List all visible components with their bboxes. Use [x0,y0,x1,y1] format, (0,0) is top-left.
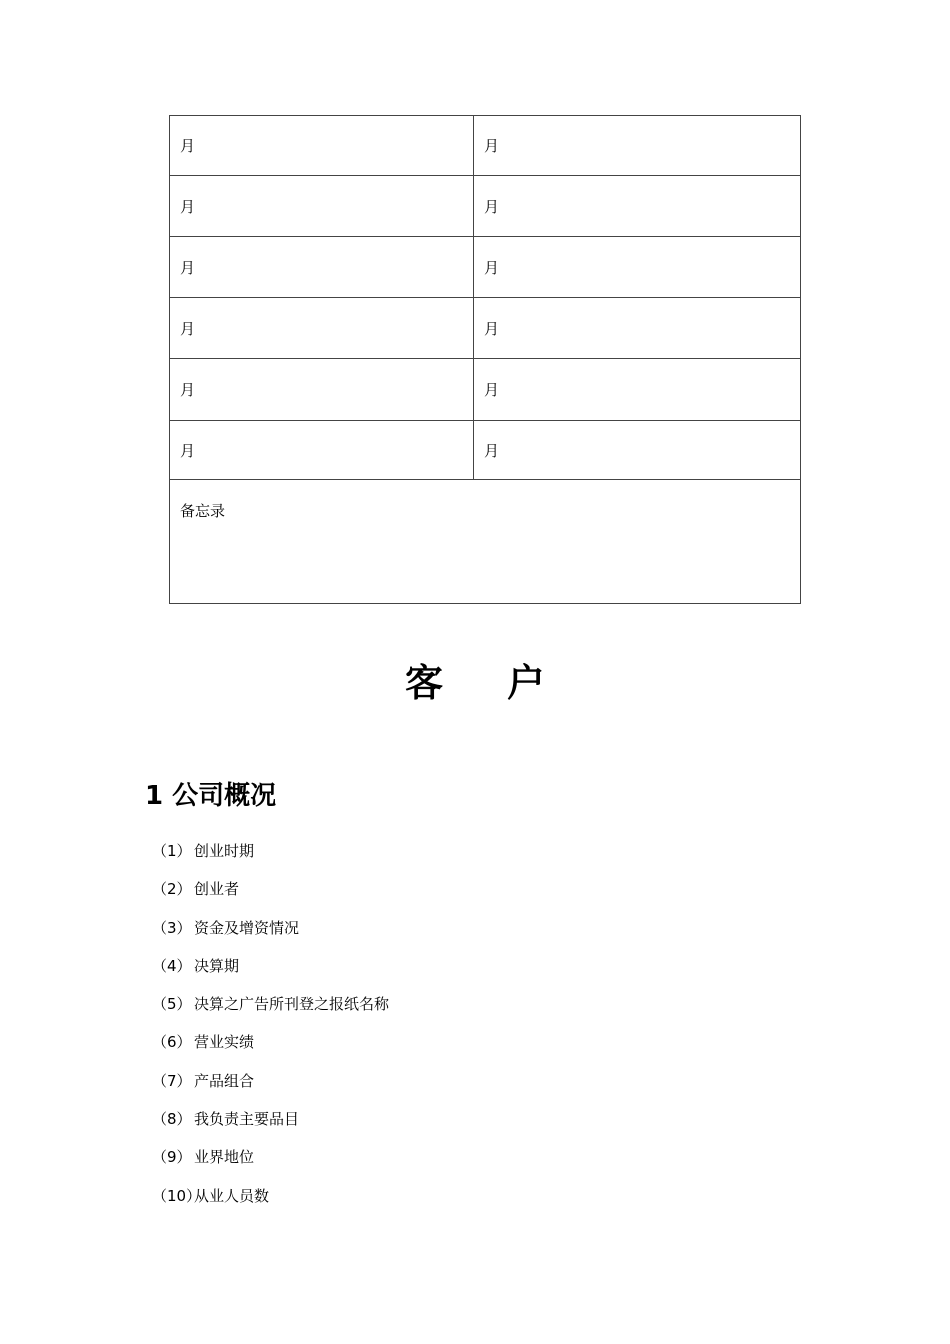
memo-row [170,480,801,604]
item-number: （6） [152,1033,192,1052]
title-char-1: 客 [404,661,443,705]
month-cell: 月 [474,298,801,359]
table-row [170,176,801,237]
list-item [152,955,389,993]
table-row [170,237,801,298]
item-number: （3） [152,918,192,937]
item-number: （1） [152,842,192,860]
item-text: 业界地位 [194,1148,255,1167]
item-number: （8） [152,1110,192,1129]
month-cell: 月 [474,359,801,421]
list-item [152,840,389,878]
item-text: 创业者 [194,880,240,899]
section-heading: 1 公司概况 [145,781,277,811]
item-number: （9） [152,1148,192,1167]
item-text: 决算之广告所刊登之报纸名称 [194,995,390,1014]
list-item [152,993,389,1031]
company-overview-list [152,840,389,1223]
table-row [170,359,801,421]
item-text: 产品组合 [194,1071,255,1090]
list-item [152,917,389,955]
month-cell: 月 [474,176,801,237]
list-item [152,1031,389,1069]
item-text: 我负责主要品目 [194,1110,300,1129]
month-cell: 月 [170,237,474,298]
item-number: （10） [152,1186,202,1205]
item-number: （4） [152,956,192,975]
month-cell: 月 [474,237,801,298]
month-cell: 月 [170,421,474,480]
month-cell: 月 [170,298,474,359]
month-cell: 月 [170,359,474,421]
item-number: （7） [152,1071,192,1090]
month-cell: 月 [474,421,801,480]
item-number: （2） [152,880,192,899]
item-text: 决算期 [194,956,240,975]
table-row [170,298,801,359]
list-item [152,1146,389,1184]
item-text: 创业时期 [194,842,255,860]
item-text: 营业实绩 [194,1033,255,1052]
item-number: （5） [152,995,192,1014]
list-item [152,1108,389,1146]
table-row [170,421,801,480]
list-item [152,1070,389,1108]
page-title [0,652,950,707]
title-char-2: 户 [507,661,546,705]
month-cell: 月 [474,116,801,176]
month-cell: 月 [170,176,474,237]
list-item [152,1185,389,1223]
table-row [170,116,801,176]
item-text: 资金及增资情况 [194,918,300,937]
item-text: 从业人员数 [194,1186,270,1205]
memo-cell: 备忘录 [170,480,801,604]
month-table [169,115,801,604]
month-cell: 月 [170,116,474,176]
list-item [152,878,389,916]
